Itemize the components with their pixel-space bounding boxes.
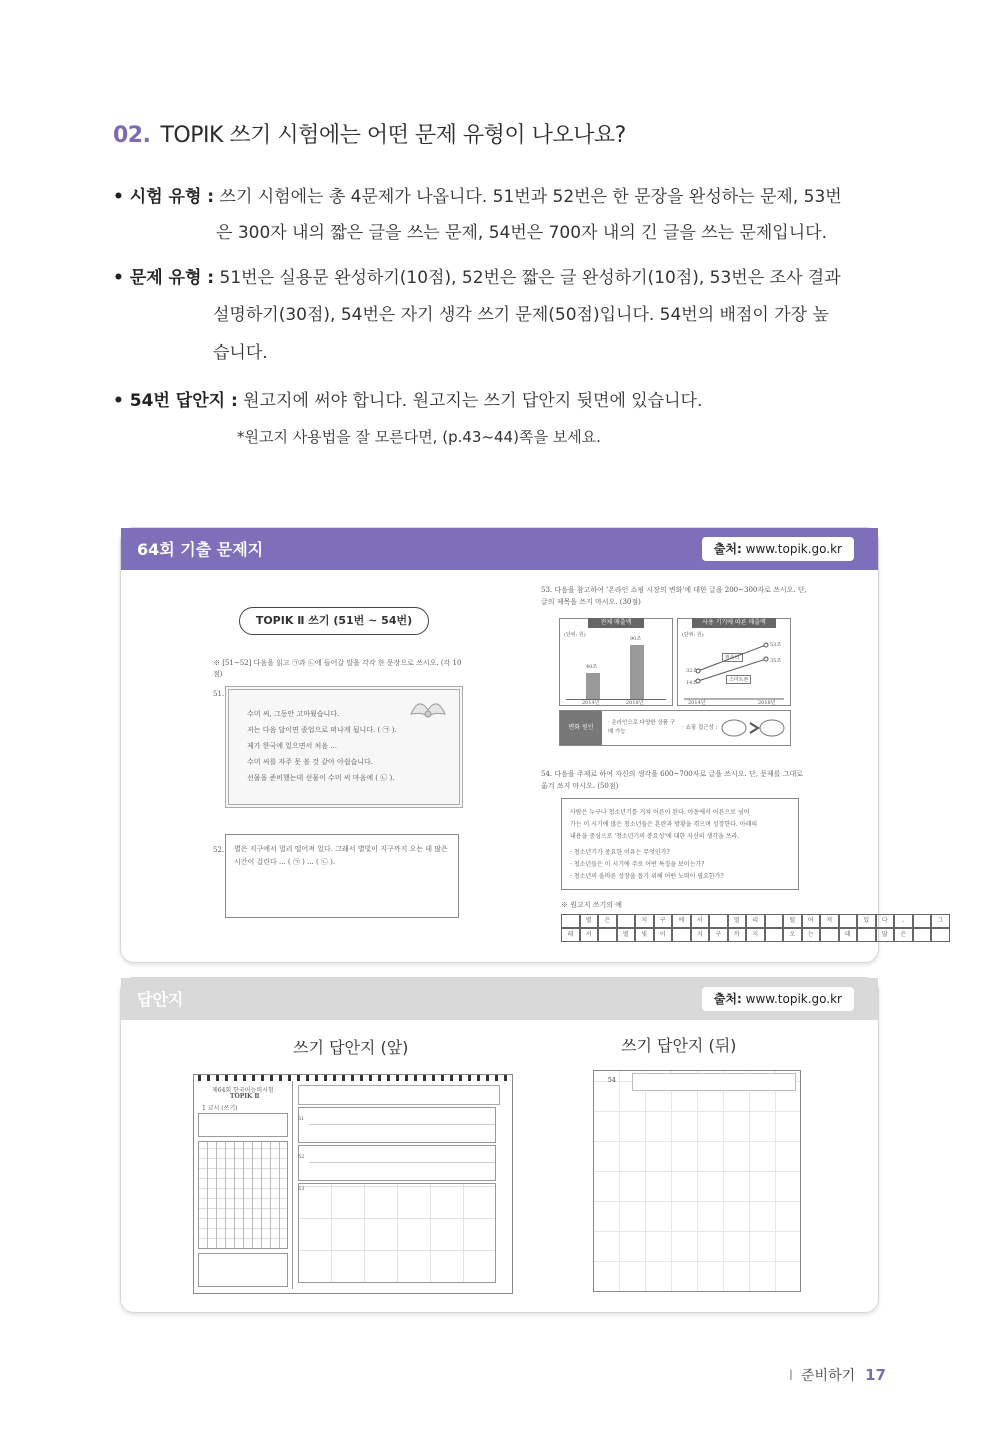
- back-header-note: [632, 1073, 796, 1091]
- q54-line: 사람은 누구나 청소년기를 거쳐 어른이 된다. 아동에서 어른으로 넘어: [570, 809, 750, 816]
- grid-cell: 구: [654, 914, 673, 928]
- q54-prompt: 54. 다음을 주제로 하여 자신의 생각을 600~700자로 글을 쓰시오. 단, 문제를 그대로 옮겨 쓰지 마시오. (50점): [541, 770, 803, 790]
- grid-cell: [820, 928, 839, 942]
- bullet-question-type: [113, 259, 841, 297]
- source-label: 출처:: [713, 992, 742, 1006]
- bar-label: 40조: [586, 664, 598, 670]
- answer-sheet-back[interactable]: [593, 1070, 801, 1292]
- source-badge: [702, 537, 854, 561]
- bullet-text-cont: 습니다.: [213, 343, 268, 363]
- answer-number: 54: [608, 1077, 616, 1084]
- grid-cell: [709, 914, 728, 928]
- change-reason-1: · 온라인으로 다양한 상품 구매 가능: [608, 720, 676, 735]
- grid-cell: 은: [598, 914, 617, 928]
- q51-line: 저는 다음 달이면 졸업으로 떠나게 됩니다. ( ㉠ ).: [247, 726, 397, 734]
- source-badge: [702, 987, 854, 1011]
- q51-line: 제가 한국에 있으면서 처음 ...: [247, 742, 337, 750]
- value-label: 14조: [686, 680, 698, 686]
- bullet-exam-type: [113, 178, 842, 216]
- front-header-note: [298, 1085, 500, 1105]
- grid-cell: [913, 928, 932, 942]
- q51-line: 수미 씨를 자주 못 볼 것 같아 아쉽습니다.: [247, 758, 373, 766]
- q51-letter-box: [225, 686, 463, 808]
- chart-unit: (단위: 원): [682, 632, 704, 638]
- source-url[interactable]: www.topik.go.kr: [745, 542, 842, 556]
- grid-cell: [672, 928, 691, 942]
- grid-cell: 는: [802, 928, 821, 942]
- bullet-text: 51번은 실용문 완성하기(10점), 52번은 짧은 글 완성하기(10점), 53번은 조사 결과: [219, 268, 841, 288]
- grid-cell: 서: [691, 914, 710, 928]
- bullet-text: 원고지에 써야 합니다. 원고지는 쓰기 답안지 뒷면에 있습니다.: [243, 391, 703, 411]
- question-title: TOPIK 쓰기 시험에는 어떤 문제 유형이 나오나요?: [160, 123, 626, 148]
- grid-cell: 지: [691, 928, 710, 942]
- source-label: 출처:: [713, 542, 742, 556]
- grid-cell: 지: [635, 914, 654, 928]
- q54-line: · 청소년기가 중요한 이유는 무엇인가?: [570, 849, 670, 856]
- q54-line: · 청소년들은 이 시기에 주로 어떤 특징을 보이는가?: [570, 861, 705, 868]
- year-label: 2014년: [688, 700, 706, 706]
- grid-cell: 래: [561, 928, 580, 942]
- q54-topic-box: [561, 798, 799, 890]
- page-footer: [789, 1365, 886, 1385]
- q52-text-box: [225, 834, 459, 918]
- answer-number: 51: [298, 1116, 305, 1122]
- value-label: 35조: [770, 658, 782, 664]
- card-header: [121, 528, 878, 570]
- answer-box-51[interactable]: [298, 1107, 496, 1143]
- q52-text: 별은 지구에서 멀리 떨어져 있다. 그래서 별빛이 지구까지 오는 데 많은 시간이 걸린다 ... ( ㉠ ) ... ( ㉡ ).: [234, 845, 448, 866]
- q52-number: 52.: [213, 846, 225, 854]
- topik-writing-pill: TOPIK Ⅱ 쓰기 (51번 ~ 54번): [239, 607, 429, 635]
- footer-separator: I: [788, 1368, 794, 1384]
- grid-cell: [598, 928, 617, 942]
- gift-ribbon-icon: [405, 694, 451, 728]
- grid-cell: 구: [709, 928, 728, 942]
- grid-cell: [765, 928, 784, 942]
- q53-prompt: 53. 다음을 참고하여 '온라인 쇼핑 시장의 변화'에 대한 글을 200~300자로 쓰시오. 단, 글의 제목을 쓰지 마시오. (30점): [541, 586, 807, 606]
- registration-number-grid[interactable]: [198, 1141, 288, 1249]
- grid-cell: 멀: [728, 914, 747, 928]
- bullet-text-cont: 설명하기(30점), 54번은 자기 생각 쓰기 문제(50점)입니다. 54번의 배점이 가장 높: [213, 305, 829, 325]
- grid-cell: 다: [876, 914, 895, 928]
- answer-number: 53: [298, 1186, 305, 1192]
- bullet-text-cont: 은 300자 내의 짧은 글을 쓰는 문제, 54번은 700자 내의 긴 글을 쓰는 문제입니다.: [216, 223, 827, 243]
- grid-cell: [617, 914, 636, 928]
- answer-number: 52: [298, 1154, 305, 1160]
- bullet-text: 쓰기 시험에는 총 4문제가 나옵니다. 51번과 52번은 한 문장을 완성하는 문제, 53번: [219, 187, 842, 207]
- grid-cell: 데: [839, 928, 858, 942]
- confirmation-box: [198, 1253, 288, 1287]
- legend-computer: 컴퓨터: [722, 653, 743, 662]
- q51-line: 선물을 준비했는데 선물이 수미 씨 마음에 ( ㉡ ).: [247, 774, 395, 782]
- grid-cell: 떨: [783, 914, 802, 928]
- chart-unit: (단위: 원): [564, 632, 586, 638]
- grid-cell: 이: [654, 928, 673, 942]
- source-url[interactable]: www.topik.go.kr: [745, 992, 842, 1006]
- chart-sales-by-device: [677, 618, 791, 706]
- front-left-panel: [194, 1081, 293, 1289]
- q51-number: 51.: [213, 690, 225, 698]
- grid-cell: 별: [617, 928, 636, 942]
- q51-line: 수미 씨, 그동안 고마웠습니다.: [247, 710, 340, 718]
- grid-cell: 져: [820, 914, 839, 928]
- bullet-label: • 문제 유형 :: [113, 268, 215, 288]
- grid-row: [561, 928, 950, 942]
- grid-cell: [561, 914, 580, 928]
- grid-cell: .: [894, 914, 913, 928]
- change-reason-2: · 쇼핑 접근성 :: [682, 725, 718, 731]
- back-sheet-title: 쓰기 답안지 (뒤): [621, 1036, 737, 1055]
- card-header: [121, 978, 878, 1020]
- card-title: 64회 기출 문제지: [137, 540, 264, 559]
- grid-cell: [913, 914, 932, 928]
- chart-title: 전체 매출액: [588, 618, 644, 628]
- q54-line: 내용을 중심으로 '청소년기의 중요성'에 대한 자신의 생각을 쓰라.: [570, 833, 740, 840]
- grid-cell: [765, 914, 784, 928]
- grid-cell: 있: [857, 914, 876, 928]
- grid-row: [561, 914, 950, 928]
- access-flow-icon: [720, 717, 786, 739]
- answer-box-53[interactable]: [298, 1183, 496, 1283]
- exam-level: TOPIK Ⅱ: [230, 1093, 260, 1100]
- q54-line: 가는 이 시기에 많은 청소년들은 혼란과 방황을 겪으며 성장한다. 아래의: [570, 821, 758, 828]
- bar-2014: [586, 673, 600, 699]
- legend-smartphone: 스마트폰: [726, 675, 751, 684]
- value-label: 53조: [770, 642, 782, 648]
- bullet-label: • 시험 유형 :: [113, 187, 215, 207]
- card-title: 답안지: [137, 990, 184, 1009]
- instruction-51-52: ※ [51~52] 다음을 읽고 ㉠과 ㉡에 들어갈 말을 각각 한 문장으로 쓰시오. (각 10점): [213, 659, 462, 678]
- exam-period: 1 교시 (쓰기): [202, 1105, 238, 1112]
- section-heading: [113, 118, 626, 149]
- grid-cell: 별: [580, 914, 599, 928]
- q54-line: · 청소년의 올바른 성장을 돕기 위해 어떤 노력이 필요한가?: [570, 873, 724, 880]
- bar-2018: [630, 645, 644, 699]
- change-label: 변화 원인: [560, 711, 602, 745]
- year-label: 2014년: [582, 700, 600, 706]
- grid-cell: 은: [894, 928, 913, 942]
- page-number: 17: [865, 1366, 886, 1384]
- manuscript-grid: [561, 914, 950, 942]
- grid-cell: 오: [783, 928, 802, 942]
- answer-sheet-front: [193, 1074, 513, 1294]
- chart-axis: [566, 699, 666, 700]
- bullet-label: • 54번 답안지 :: [113, 391, 238, 411]
- answer-sheet-card: [120, 977, 879, 1313]
- chart-title: 사용 기기에 따른 매출액: [692, 618, 776, 628]
- reference-note: *원고지 사용법을 잘 모른다면, (p.43~44)쪽을 보세요.: [237, 428, 601, 446]
- question-number: 02.: [113, 123, 151, 148]
- change-factors-box: [559, 710, 791, 746]
- year-label: 2018년: [626, 700, 644, 706]
- grid-cell: 빛: [635, 928, 654, 942]
- value-label: 32조: [686, 668, 698, 674]
- chart-total-sales: [559, 618, 673, 706]
- exam-paper-card: [120, 527, 944, 963]
- grid-cell: 서: [580, 928, 599, 942]
- grid-cell: [931, 928, 950, 942]
- exam-name: 제64회 한국어능력시험: [212, 1087, 274, 1094]
- grid-cell: [839, 914, 858, 928]
- grid-cell: 지: [746, 928, 765, 942]
- name-box[interactable]: [198, 1113, 288, 1137]
- front-sheet-title: 쓰기 답안지 (앞): [293, 1038, 409, 1057]
- answer-box-52[interactable]: [298, 1145, 496, 1181]
- grid-cell: 많: [876, 928, 895, 942]
- grid-cell: 리: [746, 914, 765, 928]
- bar-label: 90조: [630, 636, 642, 642]
- year-label: 2018년: [758, 700, 776, 706]
- grid-caption: ※ 원고지 쓰기의 예: [561, 901, 623, 909]
- bullet-answer-sheet: [113, 382, 702, 420]
- grid-cell: 까: [728, 928, 747, 942]
- footer-section: 준비하기: [801, 1368, 856, 1384]
- grid-cell: [857, 928, 876, 942]
- grid-cell: 그: [931, 914, 950, 928]
- grid-cell: 에: [672, 914, 691, 928]
- grid-cell: 어: [802, 914, 821, 928]
